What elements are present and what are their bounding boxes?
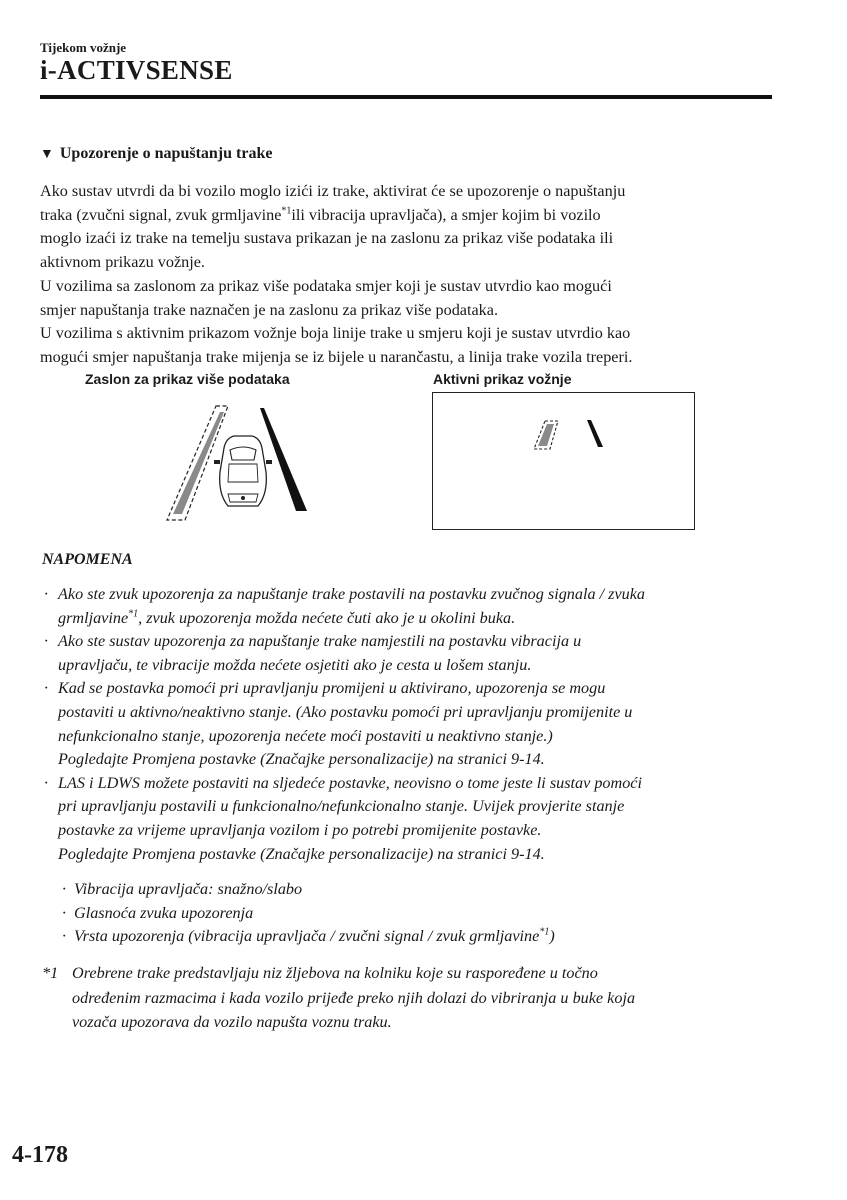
sub-list-item	[60, 878, 782, 902]
page-number: 4-178	[12, 1142, 68, 1168]
body-line: mogući smjer napuštanja trake mijenja se iz bijele u narančastu, a linija trake vozila treperi.	[40, 347, 633, 366]
sub-item-text: Vibracija upravljača: snažno/slabo	[74, 880, 303, 899]
footnote	[42, 961, 782, 1035]
page-title: i-ACTIVSENSE	[40, 55, 233, 85]
note-list	[42, 583, 782, 949]
bullet-icon: ·	[62, 903, 67, 922]
note-line: Ako ste sustav upozorenja za napuštanje trake namjestili na postavku vibracija u	[58, 632, 582, 651]
note-line: upravljaču, te vibracije možda nećete osjetiti ako je cesta u lošem stanju.	[58, 655, 532, 674]
right-lane-line	[260, 408, 307, 511]
active-driving-display-illustration	[433, 393, 696, 531]
section-heading	[40, 145, 272, 163]
body-paragraph	[40, 275, 775, 322]
note-line: , zvuk upozorenja možda nećete čuti ako je u okolini buka.	[138, 608, 516, 627]
note-heading: NAPOMENA	[42, 551, 133, 568]
right-lane-line	[587, 420, 603, 447]
triangle-down-icon: ▼	[40, 147, 54, 162]
note-line: postavke za vrijeme upravljanja vozilom i po potrebi promijenite postavke.	[58, 820, 542, 839]
footnote-ref: *1	[281, 205, 292, 217]
bullet-icon: ·	[44, 632, 49, 651]
note-line: Ako ste zvuk upozorenja za napuštanje trake postavili na postavku zvučnog signala / zvuka	[58, 585, 646, 603]
body-line: aktivnom prikazu vožnje.	[40, 253, 205, 272]
note-line: nefunkcionalno stanje, upozorenja nećete moći postaviti u neaktivno stanje.)	[58, 726, 553, 745]
sub-item-text: )	[549, 927, 555, 946]
body-paragraph	[40, 180, 775, 275]
sub-item-text: Vrsta upozorenja (vibracija upravljača / zvučni signal / zvuk grmljavine	[74, 927, 540, 946]
note-line: LAS i LDWS možete postaviti na sljedeće postavke, neovisno o tome jeste li sustav pomoći	[58, 773, 642, 792]
figure-right-caption: Aktivni prikaz vožnje	[433, 371, 572, 387]
sub-item-text: Glasnoća zvuka upozorenja	[74, 903, 254, 922]
footnote-line: vozača upozorava da vozilo napušta voznu traku.	[72, 1013, 392, 1031]
list-item	[42, 677, 782, 771]
header-divider	[40, 95, 772, 99]
footnote-line: Orebrene trake predstavljaju niz žljebova na kolniku koje su raspoređene u točno	[72, 964, 598, 982]
bullet-icon: ·	[44, 585, 49, 603]
note-line: grmljavine	[58, 608, 129, 627]
footnote-marker: *1	[42, 964, 59, 982]
body-line: smjer napuštanja trake naznačen je na zaslonu za prikaz više podataka.	[40, 300, 498, 319]
active-driving-display-frame	[432, 392, 695, 530]
header-section-label: Tijekom vožnje	[40, 40, 127, 55]
list-item	[42, 772, 782, 866]
car-icon	[214, 436, 272, 506]
body-paragraph	[40, 322, 775, 369]
body-line: U vozilima sa zaslonom za prikaz više podataka smjer koji je sustav utvrdio kao mogući	[40, 276, 612, 295]
note-line: Pogledajte Promjena postavke (Značajke personalizacije) na stranici 9-14.	[58, 750, 545, 769]
body-line: U vozilima s aktivnim prikazom vožnje boja linije trake u smjeru koji je sustav utvrdio kao	[40, 324, 631, 343]
section-heading-text: Upozorenje o napuštanju trake	[59, 145, 273, 162]
note-line: postaviti u aktivno/neaktivno stanje. (Ako postavku pomoći pri upravljanju promijenite u	[58, 702, 633, 721]
bullet-icon: ·	[62, 880, 67, 899]
footnote-ref: *1	[539, 926, 550, 938]
body-line: moglo izaći iz trake na temelju sustava prikazan je na zaslonu za prikaz više podataka ili	[40, 229, 614, 248]
sub-list-item	[60, 902, 782, 926]
bullet-icon: ·	[44, 679, 49, 698]
list-item	[42, 583, 782, 630]
sub-list-item	[60, 925, 782, 949]
body-text	[40, 180, 775, 370]
footnote-line: određenim razmacima i kada vozilo prijeđe preko njih dolazi do vibriranja u buke koja	[72, 988, 636, 1007]
note-line: Kad se postavka pomoći pri upravljanju promijeni u aktivirano, upozorenja se mogu	[58, 679, 606, 698]
sub-list	[42, 878, 782, 949]
bullet-icon: ·	[44, 773, 49, 792]
body-line: ili vibracija upravljača), a smjer kojim bi vozilo	[291, 205, 601, 224]
bullet-icon: ·	[62, 927, 67, 946]
body-line: Ako sustav utvrdi da bi vozilo moglo izići iz trake, aktivirat će se upozorenje o napuštanju	[40, 182, 626, 200]
note-line: pri upravljanju postavili u funkcionalno/nefunkcionalno stanje. Uvijek provjerite stanje	[58, 797, 625, 816]
footnote-ref: *1	[128, 608, 139, 620]
note-line: Pogledajte Promjena postavke (Značajke personalizacije) na stranici 9-14.	[58, 844, 545, 863]
list-item	[42, 630, 782, 677]
multi-info-display-illustration	[150, 398, 330, 528]
body-line: traka (zvučni signal, zvuk grmljavine	[40, 205, 282, 224]
figure-left-caption: Zaslon za prikaz više podataka	[85, 371, 290, 387]
